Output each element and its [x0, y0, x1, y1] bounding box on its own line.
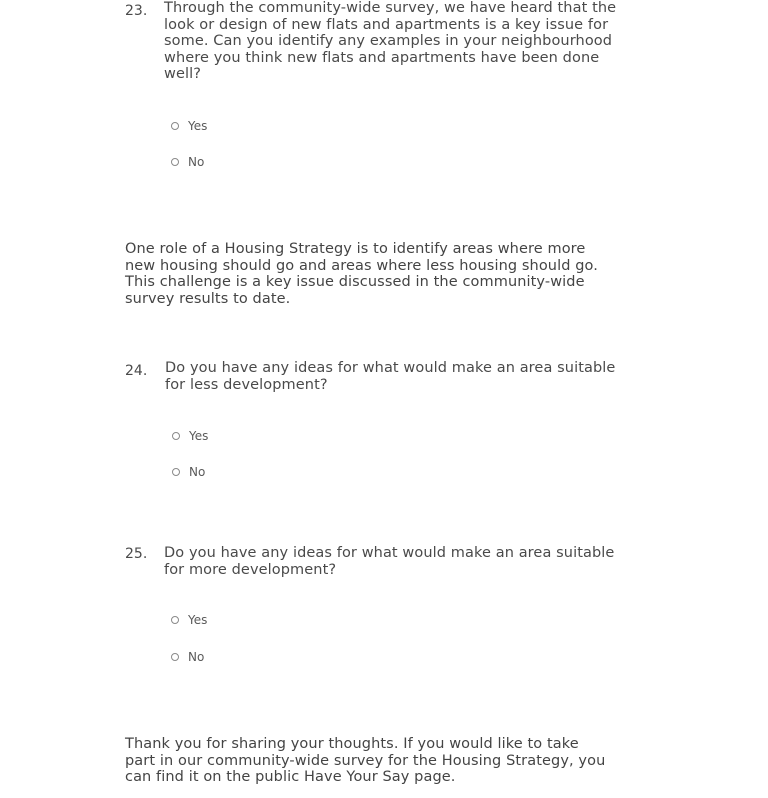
option-label: Yes	[189, 429, 209, 443]
radio-button[interactable]	[171, 616, 179, 624]
question-25-line: for more development?	[164, 561, 337, 578]
question-24-option-yes[interactable]	[172, 429, 208, 443]
option-label: No	[189, 465, 206, 479]
question-23-line: well?	[164, 66, 202, 83]
radio-button[interactable]	[171, 122, 179, 130]
question-23-number: 23.	[125, 3, 148, 19]
option-label: No	[188, 650, 205, 664]
question-23-line: where you think new flats and apartments have been done	[164, 49, 600, 66]
option-label: Yes	[188, 119, 208, 133]
question-23-line: some. Can you identify any examples in your neighbourhood	[164, 33, 613, 50]
radio-button[interactable]	[171, 653, 179, 661]
question-23-line: look or design of new flats and apartments is a key issue for	[164, 16, 609, 33]
question-23-line: Through the community-wide survey, we have heard that the	[164, 0, 617, 16]
radio-button[interactable]	[172, 432, 180, 440]
intro-line: This challenge is a key issue discussed in the community-wide	[125, 274, 585, 291]
question-24-text	[165, 360, 615, 393]
intro-paragraph	[125, 241, 598, 307]
option-label: Yes	[188, 613, 208, 627]
closing-line: Thank you for sharing your thoughts. If you would like to take	[125, 736, 579, 752]
question-25-option-yes[interactable]	[171, 613, 207, 627]
question-25-line: Do you have any ideas for what would make an area suitable	[164, 545, 615, 561]
question-25-text	[164, 545, 614, 578]
question-25-option-no[interactable]	[171, 650, 204, 664]
radio-button[interactable]	[171, 158, 179, 166]
intro-line: survey results to date.	[125, 290, 291, 307]
closing-line: can find it on the public Have Your Say page.	[125, 769, 456, 786]
option-label: No	[188, 155, 205, 169]
question-24-option-no[interactable]	[172, 465, 205, 479]
radio-button[interactable]	[172, 468, 180, 476]
question-23-option-yes[interactable]	[171, 119, 207, 133]
question-24-line: for less development?	[165, 376, 328, 393]
question-23-option-no[interactable]	[171, 155, 204, 169]
closing-line: part in our community-wide survey for the Housing Strategy, you	[125, 752, 606, 769]
question-23-text	[164, 0, 616, 83]
closing-paragraph	[125, 736, 605, 786]
question-24-number: 24.	[125, 363, 148, 379]
intro-line: One role of a Housing Strategy is to identify areas where more	[125, 241, 586, 257]
intro-line: new housing should go and areas where less housing should go.	[125, 257, 598, 274]
question-24-line: Do you have any ideas for what would make an area suitable	[165, 360, 616, 376]
question-25-number: 25.	[125, 546, 148, 562]
